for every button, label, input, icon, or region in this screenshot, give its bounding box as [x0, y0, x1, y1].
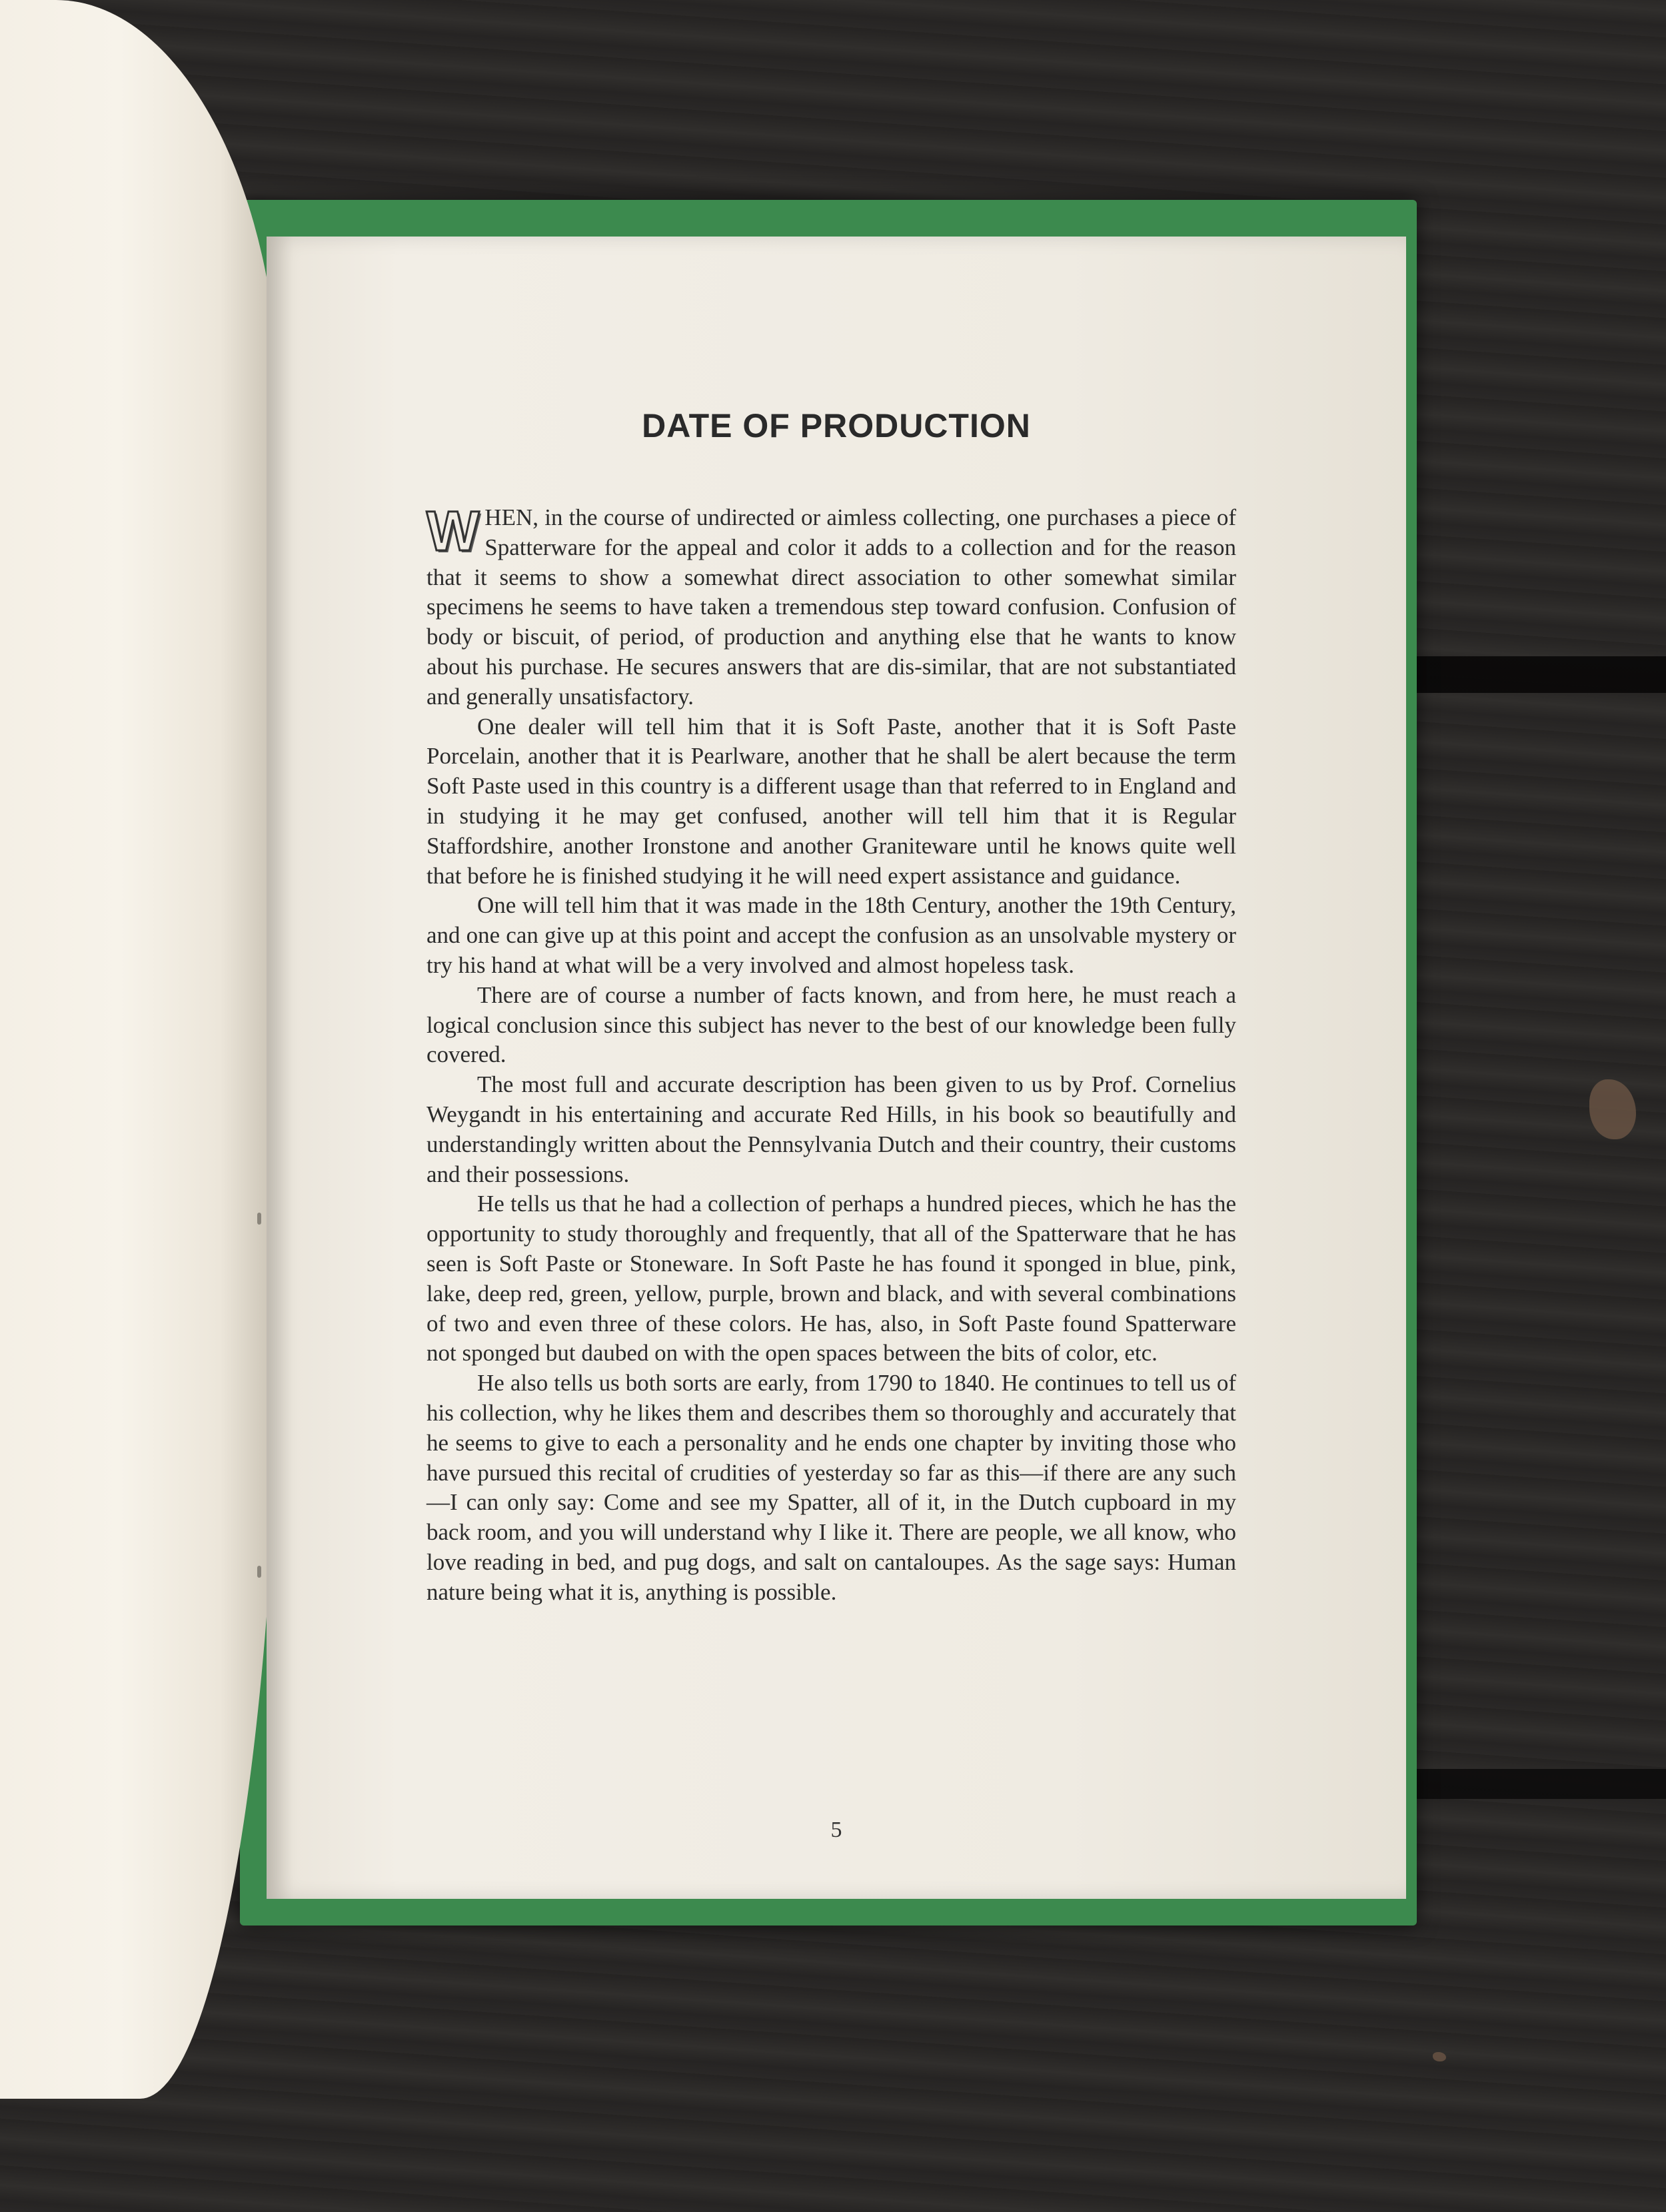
paragraph-text: HEN, in the course of undirected or aimless collecting, one purchases a piece of Spatterware for the appeal and color it adds to a collection and for the reason that it seems to show a somewhat direct association to other somewhat similar specimens he seems to have taken a tremendous step toward confusion. Confusion of body or biscuit, of period, of production and anything else that he wants to know about his purchase. He secures answers that are dis-similar, that are not substantiated and generally unsatisfactory.	[426, 504, 1236, 710]
paragraph: One dealer will tell him that it is Soft Paste, another that it is Soft Paste Porcelain, another that it is Pearlware, another that he shall be alert because the term Soft Paste used in this country is a different usage than that referred to in England and in studying it he may get confused, another will tell him that it is Regular Staffordshire, another Ironstone and another Graniteware until he knows quite well that before he is finished studying it he will need expert assistance and guidance.	[426, 713, 1236, 889]
paragraph: He tells us that he had a collection of perhaps a hundred pieces, which he has the opportunity to study thoroughly and frequently, that all of the Spatterware that he has seen is Soft Paste or Stoneware. In Soft Paste he has found it sponged in blue, pink, lake, deep red, green, yellow, purple, brown and black, and with several combinations of two and even three of these colors. He has, also, in Soft Paste found Spatterware not sponged but daubed on with the open spaces between the bits of color, etc.	[426, 1191, 1236, 1367]
paragraph: He also tells us both sorts are early, from 1790 to 1840. He continues to tell us of his collection, why he likes them and describes them so thoroughly and accurately that he seems to give to each a personality and he ends one chapter by inviting those who have pursued this recital of crudities of yesterday so far as this—if there are any such—I can only say: Come and see my Spatter, all of it, in the Dutch cupboard in my back room, and you will understand why I like it. There are people, we all know, who love reading in bed, and pug dogs, and salt on cantaloupes. As the sage says: Human nature being what it is, anything is possible.	[426, 1370, 1236, 1605]
wood-knot	[1433, 2052, 1446, 2061]
drop-cap: W	[426, 500, 480, 562]
left-page	[0, 0, 280, 2099]
page-title: DATE OF PRODUCTION	[642, 407, 1031, 444]
binding-hole	[257, 1213, 261, 1225]
paragraph	[426, 500, 1236, 712]
binding-hole	[257, 1566, 261, 1578]
paragraph: The most full and accurate description has been given to us by Prof. Cornelius Weygandt in his entertaining and accurate Red Hills, in his book so beautifully and understandingly written about the Pennsylvania Dutch and their country, their customs and their possessions.	[426, 1071, 1236, 1187]
paragraph: One will tell him that it was made in the 18th Century, another the 19th Century, and one can give up at this point and accept the confusion as an unsolvable mystery or try his hand at what will be a very involved and almost hopeless task.	[426, 892, 1236, 978]
body-text	[426, 500, 1236, 1607]
page-number: 5	[830, 1818, 842, 1842]
paragraph: There are of course a number of facts known, and from here, he must reach a logical conclusion since this subject has never to the best of our knowledge been fully covered.	[426, 981, 1236, 1068]
